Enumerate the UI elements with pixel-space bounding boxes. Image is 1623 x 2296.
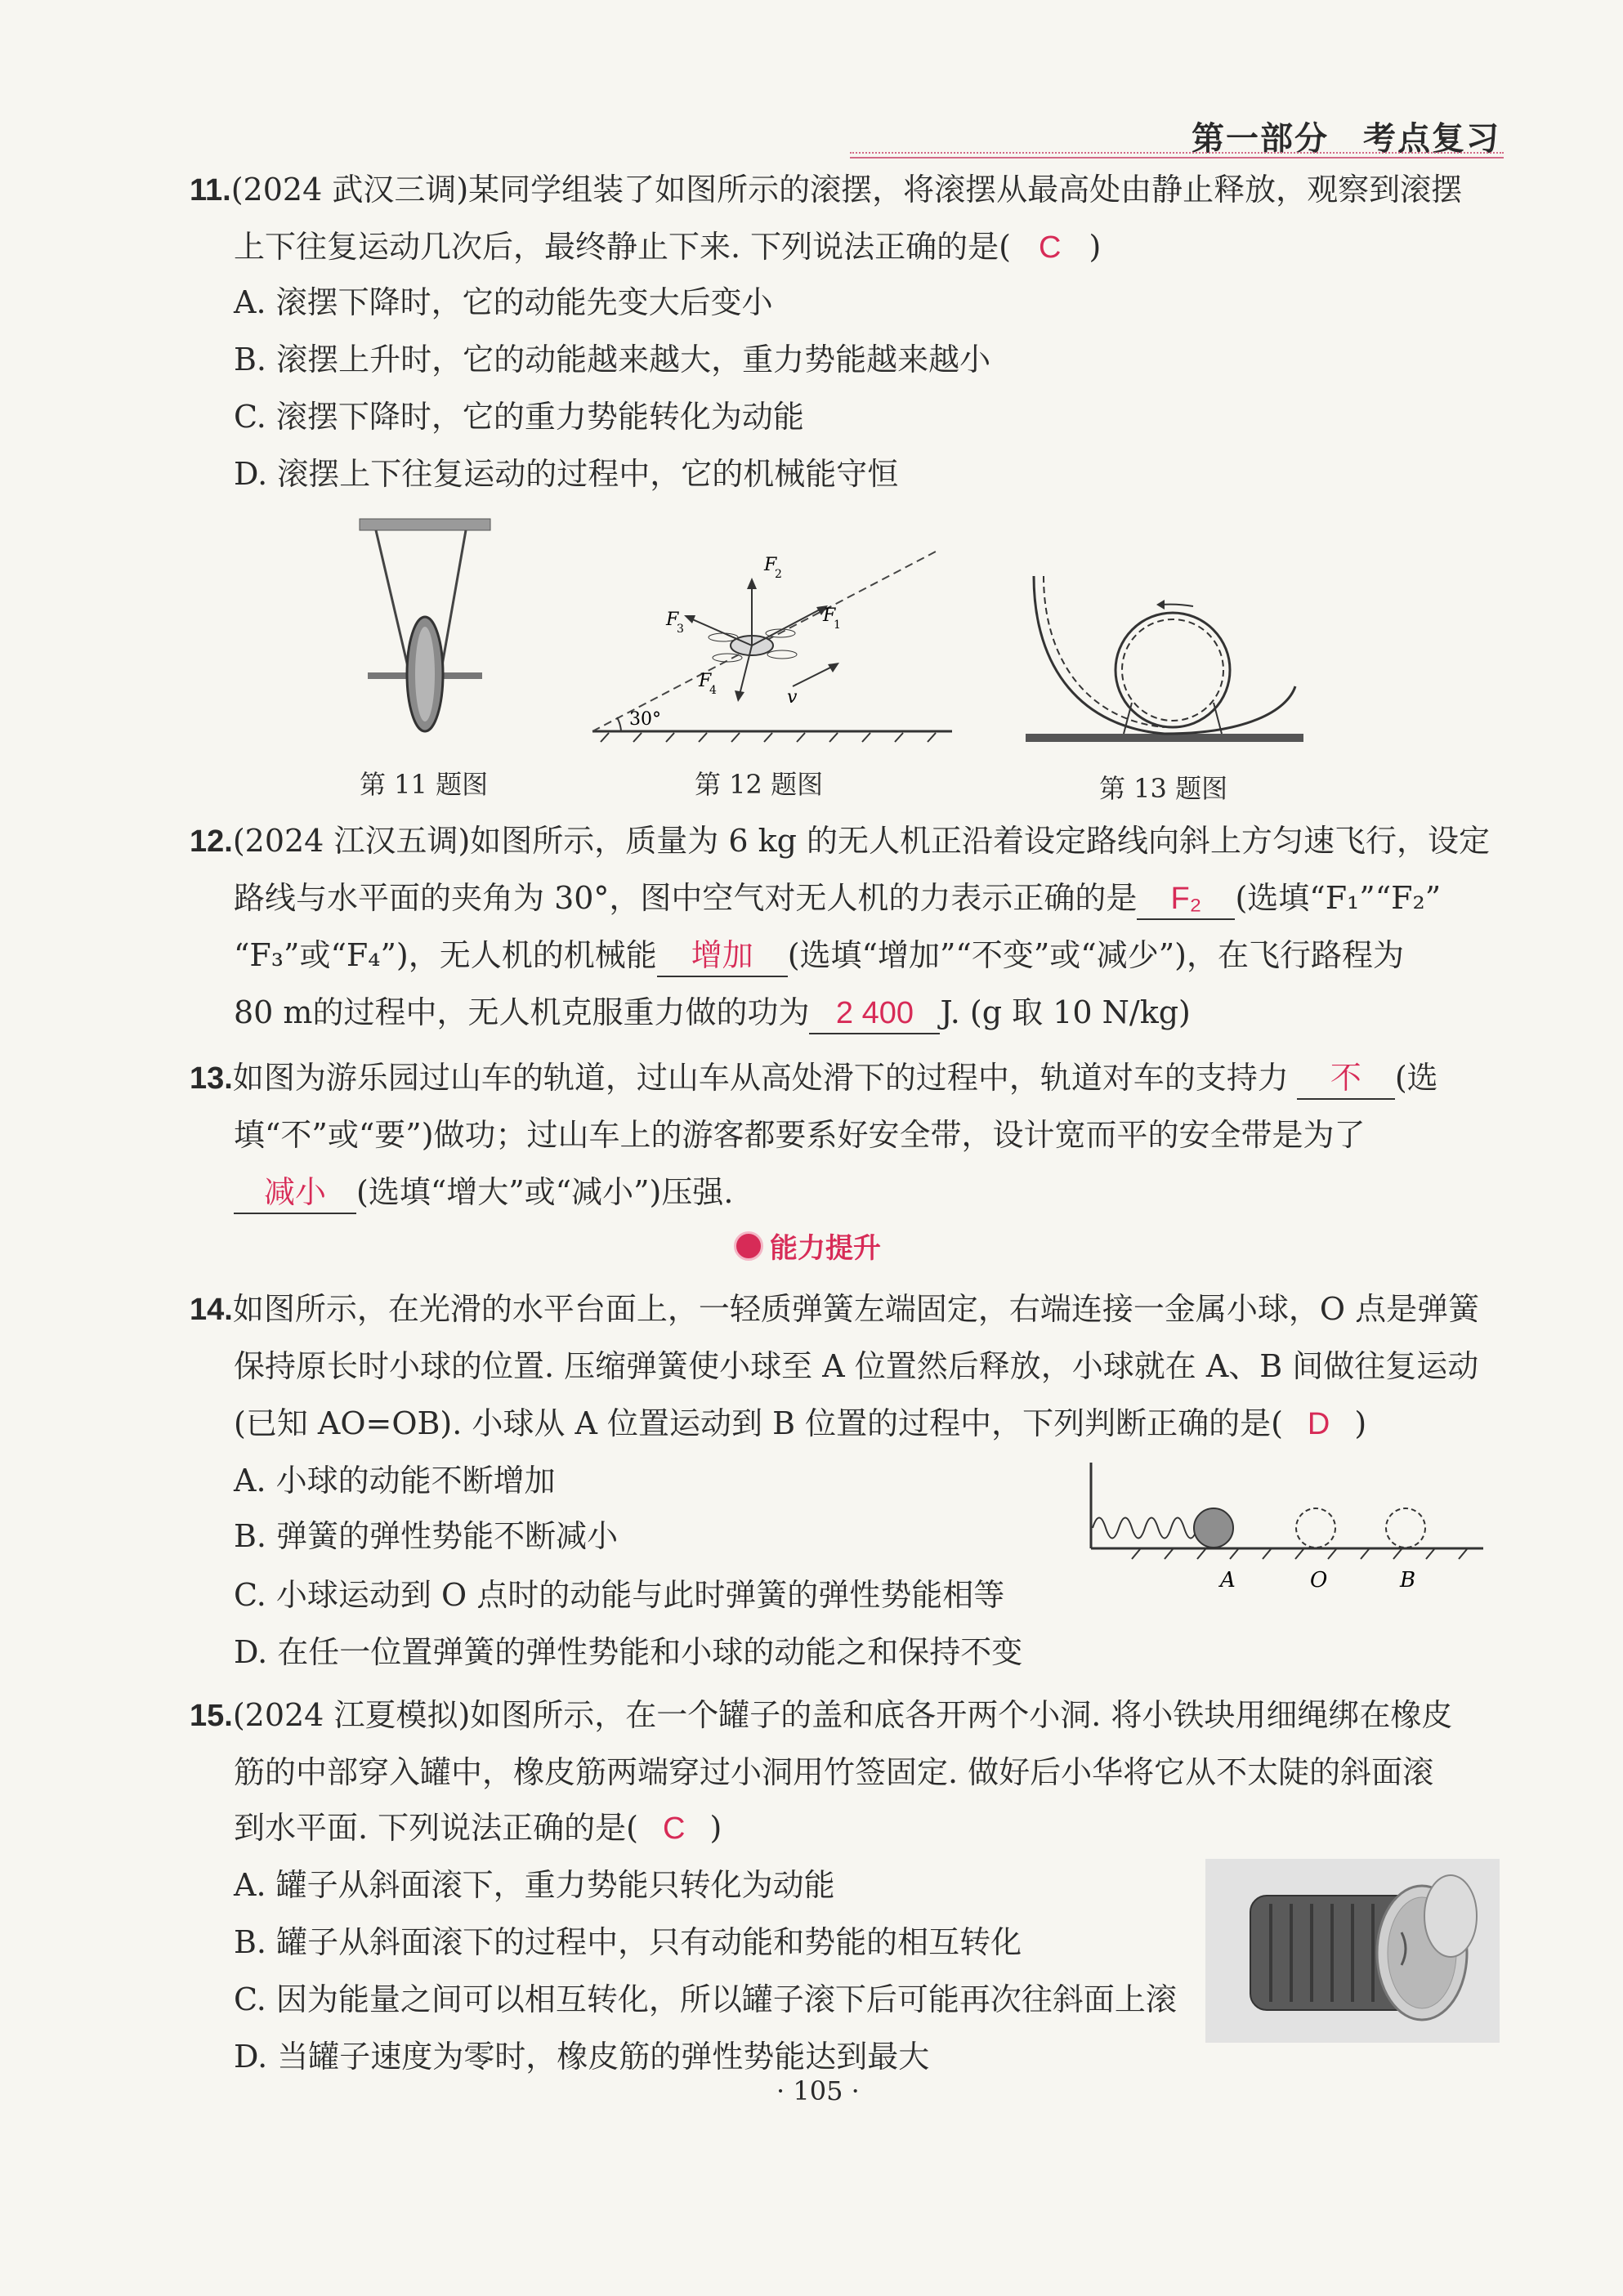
q15-answer: C — [663, 1811, 686, 1846]
q14-option-d: D. 在任一位置弹簧的弹性势能和小球的动能之和保持不变 — [234, 1634, 1023, 1670]
q15-number: 15. — [190, 1699, 233, 1733]
q15-stem-3: 到水平面. 下列说法正确的是( — [234, 1810, 638, 1846]
q12-stem-3: “F₃”或“F₄”)，无人机的机械能 — [234, 937, 657, 973]
q14-number: 14. — [190, 1293, 233, 1327]
q11-option-c: C. 滚摆下降时，它的重力势能转化为动能 — [234, 399, 804, 435]
velocity-label: v — [787, 687, 798, 708]
q13-stem-1-post: (选 — [1394, 1060, 1438, 1096]
force-label-f3-sub: 3 — [677, 623, 684, 636]
q12-stem-2-post: (选填“F₁”“F₂” — [1235, 880, 1442, 916]
q13-number: 13. — [190, 1061, 233, 1096]
force-label-f2-sub: 2 — [775, 568, 782, 581]
q14-answer: D — [1307, 1407, 1330, 1441]
q15-line3 — [234, 1808, 722, 1848]
q12-stem-4-post: J. (g 取 10 N/kg) — [940, 994, 1191, 1030]
q11-option-d: D. 滚摆上下往复运动的过程中，它的机械能守恒 — [234, 456, 899, 492]
q15-option-d: D. 当罐子速度为零时，橡皮筋的弹性势能达到最大 — [234, 2039, 930, 2075]
figure-12-drone-forces — [584, 543, 960, 748]
q11-line1 — [190, 170, 1462, 210]
q14-stem-1: 如图所示，在光滑的水平台面上，一轻质弹簧左端固定，右端连接一金属小球，O 点是弹簧 — [232, 1291, 1480, 1327]
q12-line1 — [190, 821, 1490, 861]
q14-option-c: C. 小球运动到 O 点时的动能与此时弹簧的弹性势能相等 — [234, 1577, 1005, 1613]
q13-line3 — [234, 1173, 733, 1214]
q11-answer: C — [1039, 230, 1062, 265]
q14-stem-3-close: ) — [1354, 1405, 1367, 1441]
q13-stem-1: 如图为游乐园过山车的轨道，过山车从高处滑下的过程中，轨道对车的支持力 — [232, 1060, 1289, 1096]
figure-12-caption: 第 12 题图 — [695, 769, 824, 800]
q13-line2: 填“不”或“要”)做功；过山车上的游客都要系好安全带，设计宽而平的安全带是为了 — [234, 1117, 1366, 1153]
q15-option-c: C. 因为能量之间可以相互转化，所以罐子滚下后可能再次往斜面上滚 — [234, 1981, 1177, 2017]
q13-answer-1: 不 — [1297, 1059, 1395, 1100]
figure-11-maxwell-pendulum — [343, 511, 507, 756]
force-label-f4-sub: 4 — [709, 684, 717, 697]
q12-line2 — [234, 878, 1441, 920]
force-label-f1-sub: 1 — [834, 619, 841, 632]
q14-stem-3: (已知 AO=OB). 小球从 A 位置运动到 B 位置的过程中，下列判断正确的是( — [234, 1405, 1283, 1441]
page-number: · 105 · — [776, 2075, 860, 2106]
page-header-title: 第一部分 考点复习 — [1192, 119, 1500, 158]
q12-stem-4: 80 m的过程中，无人机克服重力做的功为 — [234, 994, 810, 1030]
q12-stem-1: (2024 江汉五调)如图所示，质量为 6 kg 的无人机正沿着设定路线向斜上方匀速飞行，设定 — [232, 823, 1491, 859]
q12-stem-3-post: (选填“增加”“不变”或“减少”)，在飞行路程为 — [787, 937, 1404, 973]
q14-option-a: A. 小球的动能不断增加 — [234, 1463, 556, 1499]
q14-line3 — [234, 1404, 1366, 1444]
q14-line1 — [190, 1289, 1479, 1329]
q12-number: 12. — [190, 824, 233, 859]
q12-line3 — [234, 936, 1404, 977]
q11-stem-2-close: ) — [1089, 229, 1102, 265]
section-badge — [734, 1226, 881, 1266]
force-label-f1: F — [823, 605, 836, 626]
figure-11-caption: 第 11 题图 — [360, 769, 489, 800]
force-label-f3: F — [666, 610, 679, 630]
header-rule — [850, 152, 1504, 159]
section-dot-icon — [734, 1231, 763, 1261]
q15-stem-3-close: ) — [709, 1810, 722, 1846]
point-a-label: A — [1220, 1568, 1236, 1592]
q11-line2 — [234, 227, 1101, 267]
q14-line2: 保持原长时小球的位置. 压缩弹簧使小球至 A 位置然后释放，小球就在 A、B 间做往复运动 — [234, 1348, 1479, 1384]
q11-stem-2: 上下往复运动几次后，最终静止下来. 下列说法正确的是( — [234, 229, 1011, 265]
figure-15-can-photo — [1205, 1859, 1500, 2043]
q11-number: 11. — [190, 173, 231, 208]
force-label-f2: F — [764, 555, 777, 575]
q15-line1 — [190, 1695, 1452, 1735]
q11-option-a: A. 滚摆下降时，它的动能先变大后变小 — [234, 284, 773, 320]
q15-option-b: B. 罐子从斜面滚下的过程中，只有动能和势能的相互转化 — [234, 1924, 1022, 1960]
q12-answer-3: 2 400 — [809, 994, 940, 1034]
figure-13-caption: 第 13 题图 — [1099, 773, 1228, 804]
q12-stem-2: 路线与水平面的夹角为 30°，图中空气对无人机的力表示正确的是 — [234, 880, 1138, 916]
q13-line1 — [190, 1058, 1438, 1100]
q15-line2: 筋的中部穿入罐中，橡皮筋两端穿过小洞用竹签固定. 做好后小华将它从不太陡的斜面滚 — [234, 1754, 1434, 1790]
q11-option-b: B. 滚摆上升时，它的动能越来越大，重力势能越来越小 — [234, 342, 991, 377]
q15-option-a: A. 罐子从斜面滚下，重力势能只转化为动能 — [234, 1867, 835, 1903]
q13-stem-3-post: (选填“增大”或“减小”)压强. — [356, 1174, 734, 1210]
q12-answer-2: 增加 — [657, 936, 788, 977]
q12-answer-1: F₂ — [1137, 879, 1235, 920]
figure-14-spring-ball — [1083, 1454, 1491, 1601]
force-label-f4: F — [699, 671, 712, 691]
point-b-label: B — [1400, 1568, 1416, 1592]
section-label: 能力提升 — [770, 1232, 881, 1265]
q15-stem-1: (2024 江夏模拟)如图所示，在一个罐子的盖和底各开两个小洞. 将小铁块用细绳绑在橡皮 — [232, 1697, 1453, 1733]
figure-13-roller-coaster — [1017, 572, 1312, 752]
ball-at-a — [1194, 1508, 1233, 1548]
q13-answer-2: 减小 — [234, 1173, 356, 1214]
q11-stem-1: (2024 武汉三调)某同学组装了如图所示的滚摆，将滚摆从最高处由静止释放，观察到滚摆 — [230, 172, 1463, 208]
angle-label: 30° — [629, 709, 661, 730]
q14-option-b: B. 弹簧的弹性势能不断减小 — [234, 1518, 619, 1554]
q12-line4 — [234, 993, 1191, 1034]
point-o-label: O — [1310, 1568, 1328, 1592]
